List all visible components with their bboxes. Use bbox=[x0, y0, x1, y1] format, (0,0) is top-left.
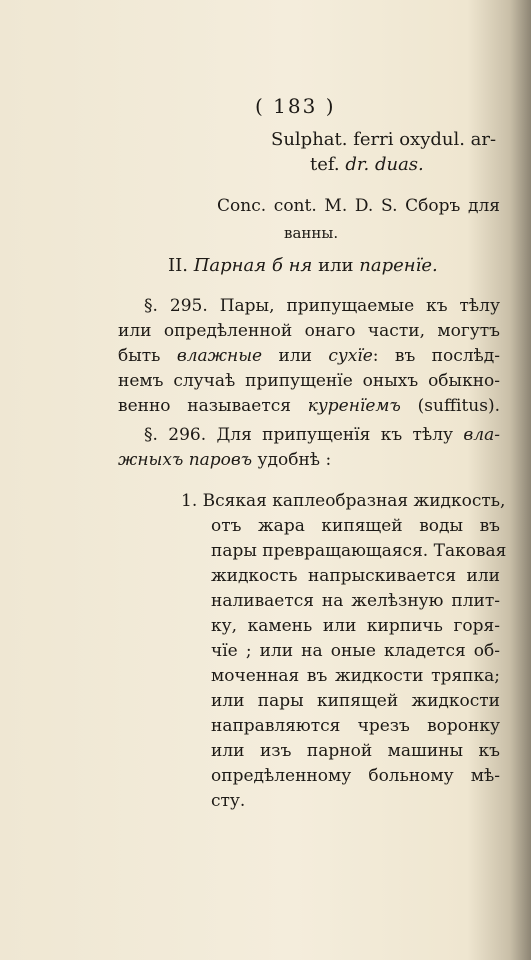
prescription-line-2-plain: tef. bbox=[310, 154, 346, 175]
heading-numeral: II. bbox=[168, 255, 188, 276]
para295-l5-a: венно называется bbox=[118, 396, 291, 416]
item1-line-2: отъ жара кипящей воды въ bbox=[211, 516, 500, 536]
item1-line-4: жидкость напрыскивается или bbox=[211, 566, 500, 586]
prescription-line-2 bbox=[310, 155, 424, 175]
para295-l5-c: (suffitus). bbox=[417, 396, 501, 416]
item1-line-7: чïе ; или на оные кладется об- bbox=[211, 641, 500, 661]
item1-line-6: ку, камень или кирпичь горя- bbox=[211, 616, 500, 636]
para295-line-5 bbox=[118, 396, 500, 416]
para296-l1-a: §. 296. Для припущенïя къ тѣлу bbox=[144, 425, 454, 445]
prescription-line-1: Sulphat. ferri oxydul. ar- bbox=[271, 129, 497, 150]
para295-l3-a: быть bbox=[118, 346, 161, 366]
item1-line-3: пары превращающаяся. Таковая bbox=[211, 541, 507, 561]
para296-l2-b: удобнѣ : bbox=[257, 450, 332, 470]
para295-l3-e: : въ послѣд- bbox=[372, 346, 500, 366]
item1-line-13: сту. bbox=[211, 791, 246, 811]
para295-l3-b: влажные bbox=[176, 346, 263, 366]
item1-line-11: или изъ парной машины къ bbox=[211, 741, 500, 761]
item1-line-1: 1. Всякая каплеобразная жидкость, bbox=[181, 491, 506, 511]
conc-line-1: Conc. cont. M. D. S. Сборъ для bbox=[217, 196, 500, 216]
para295-line-2: или опредѣленной онаго части, могутъ bbox=[118, 321, 500, 341]
para296-l1-b: вла- bbox=[463, 425, 500, 445]
para295-l5-b: куренïемъ bbox=[307, 396, 401, 416]
para295-l3-c: или bbox=[278, 346, 312, 366]
prescription-dose: dr. duas. bbox=[345, 154, 424, 175]
para295-l3-d: сухïе bbox=[328, 346, 373, 366]
para296-line-2 bbox=[118, 450, 331, 470]
conc-line-2: ванны. bbox=[284, 224, 339, 242]
para295-line-4: немъ случаѣ припущенïе оныхъ обыкно- bbox=[118, 371, 500, 391]
item1-line-12: опредѣленному больному мѣ- bbox=[211, 766, 500, 786]
item1-line-5: наливается на желѣзную плит- bbox=[211, 591, 500, 611]
item1-line-10: направляются чрезъ воронку bbox=[211, 716, 500, 736]
heading-title-2: паренïе. bbox=[359, 255, 438, 276]
item1-line-9: или пары кипящей жидкости bbox=[211, 691, 500, 711]
para295-line-3 bbox=[118, 346, 500, 366]
page-number: ( 183 ) bbox=[255, 94, 336, 118]
heading-title: Парная б ня bbox=[193, 255, 313, 276]
section-heading bbox=[168, 256, 438, 276]
para296-line-1 bbox=[144, 425, 500, 445]
heading-conjunction: или bbox=[318, 255, 354, 276]
para295-line-1: §. 295. Пары, припущаемые къ тѣлу bbox=[144, 296, 500, 316]
item1-line-8: моченная въ жидкости тряпка; bbox=[211, 666, 500, 686]
para296-l2-a: жныхъ паровъ bbox=[118, 450, 253, 470]
